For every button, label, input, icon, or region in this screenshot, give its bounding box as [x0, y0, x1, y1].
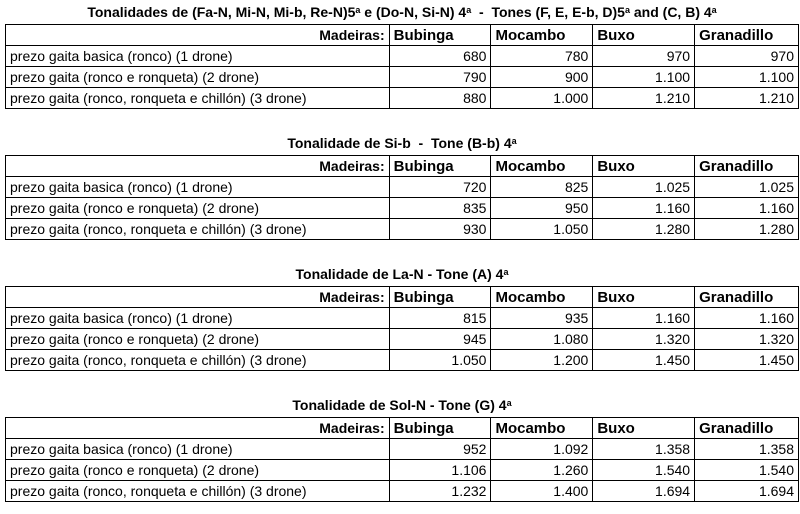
- price-cell: 1.694: [695, 481, 799, 502]
- price-cell: 970: [695, 46, 799, 67]
- wood-column-header: Granadillo: [695, 287, 799, 308]
- title-superscript: a: [506, 398, 512, 408]
- price-cell: 1.080: [491, 329, 593, 350]
- row-label: prezo gaita (ronco e ronqueta) (2 drone): [6, 67, 390, 88]
- table-row: [6, 46, 799, 67]
- wood-column-header: Bubinga: [389, 156, 491, 177]
- price-cell: 835: [389, 198, 491, 219]
- price-cell: 1.280: [593, 219, 695, 240]
- price-cell: 1.540: [593, 460, 695, 481]
- price-cell: 935: [491, 308, 593, 329]
- title-text: Tonalidade de Si-b - Tone (B-b) 4: [287, 135, 512, 151]
- price-cell: 780: [491, 46, 593, 67]
- price-cell: 1.260: [491, 460, 593, 481]
- table-header-row: [6, 25, 799, 46]
- row-label: prezo gaita basica (ronco) (1 drone): [6, 308, 390, 329]
- price-cell: 1.050: [491, 219, 593, 240]
- price-table: [5, 286, 799, 371]
- row-label: prezo gaita (ronco e ronqueta) (2 drone): [6, 329, 390, 350]
- table-title: [5, 266, 799, 283]
- table-title: [5, 397, 799, 414]
- title-text: - Tones (F, E, E-b, D)5: [471, 4, 625, 20]
- title-superscript: a: [511, 136, 517, 146]
- title-superscript: a: [466, 5, 472, 15]
- price-cell: 952: [389, 439, 491, 460]
- title-text: Tonalidade de La-N - Tone (A) 4: [295, 266, 504, 282]
- table-title: [5, 135, 799, 152]
- price-cell: 1.025: [593, 177, 695, 198]
- wood-column-header: Bubinga: [389, 25, 491, 46]
- wood-column-header: Buxo: [593, 418, 695, 439]
- table-header-row: [6, 418, 799, 439]
- table-row: [6, 67, 799, 88]
- title-superscript: a: [355, 5, 361, 15]
- title-superscript: a: [503, 267, 509, 277]
- price-cell: 945: [389, 329, 491, 350]
- price-cell: 790: [389, 67, 491, 88]
- price-cell: 680: [389, 46, 491, 67]
- table-title: [5, 4, 799, 21]
- row-label: prezo gaita (ronco, ronqueta e chillón) (3 drone): [6, 481, 390, 502]
- table-row: [6, 219, 799, 240]
- price-cell: 1.210: [695, 88, 799, 109]
- row-label: prezo gaita basica (ronco) (1 drone): [6, 177, 390, 198]
- price-cell: 815: [389, 308, 491, 329]
- row-label: prezo gaita (ronco, ronqueta e chillón) (3 drone): [6, 350, 390, 371]
- wood-column-header: Buxo: [593, 25, 695, 46]
- wood-column-header: Bubinga: [389, 418, 491, 439]
- table-row: [6, 350, 799, 371]
- price-cell: 1.050: [389, 350, 491, 371]
- price-cell: 1.000: [491, 88, 593, 109]
- price-cell: 900: [491, 67, 593, 88]
- wood-column-header: Mocambo: [491, 156, 593, 177]
- table-row: [6, 481, 799, 502]
- title-text: Tonalidade de Sol-N - Tone (G) 4: [292, 397, 507, 413]
- price-cell: 1.320: [593, 329, 695, 350]
- wood-header-label: Madeiras:: [6, 156, 390, 177]
- price-cell: 1.540: [695, 460, 799, 481]
- price-cell: 1.320: [695, 329, 799, 350]
- price-cell: 825: [491, 177, 593, 198]
- wood-column-header: Mocambo: [491, 287, 593, 308]
- table-row: [6, 198, 799, 219]
- title-superscript: a: [624, 5, 630, 15]
- title-text: Tonalidades de (Fa-N, Mi-N, Mi-b, Re-N)5: [87, 4, 356, 20]
- price-cell: 1.232: [389, 481, 491, 502]
- price-table: [5, 417, 799, 502]
- title-text: e (Do-N, Si-N) 4: [360, 4, 467, 20]
- price-cell: 1.210: [593, 88, 695, 109]
- row-label: prezo gaita (ronco e ronqueta) (2 drone): [6, 198, 390, 219]
- wood-column-header: Granadillo: [695, 418, 799, 439]
- wood-column-header: Mocambo: [491, 418, 593, 439]
- title-text: and (C, B) 4: [629, 4, 712, 20]
- price-cell: 1.358: [695, 439, 799, 460]
- price-cell: 1.100: [593, 67, 695, 88]
- table-row: [6, 308, 799, 329]
- row-label: prezo gaita (ronco e ronqueta) (2 drone): [6, 460, 390, 481]
- price-cell: 1.358: [593, 439, 695, 460]
- wood-header-label: Madeiras:: [6, 25, 390, 46]
- price-cell: 930: [389, 219, 491, 240]
- wood-column-header: Buxo: [593, 287, 695, 308]
- price-cell: 950: [491, 198, 593, 219]
- table-row: [6, 329, 799, 350]
- row-label: prezo gaita basica (ronco) (1 drone): [6, 46, 390, 67]
- price-cell: 970: [593, 46, 695, 67]
- price-cell: 1.100: [695, 67, 799, 88]
- wood-column-header: Granadillo: [695, 25, 799, 46]
- table-header-row: [6, 287, 799, 308]
- row-label: prezo gaita basica (ronco) (1 drone): [6, 439, 390, 460]
- row-label: prezo gaita (ronco, ronqueta e chillón) (3 drone): [6, 219, 390, 240]
- table-row: [6, 460, 799, 481]
- price-cell: 1.106: [389, 460, 491, 481]
- price-cell: 1.450: [695, 350, 799, 371]
- row-label: prezo gaita (ronco, ronqueta e chillón) (3 drone): [6, 88, 390, 109]
- wood-column-header: Mocambo: [491, 25, 593, 46]
- price-cell: 1.160: [695, 198, 799, 219]
- wood-column-header: Granadillo: [695, 156, 799, 177]
- price-cell: 1.160: [695, 308, 799, 329]
- price-cell: 1.160: [593, 198, 695, 219]
- wood-column-header: Bubinga: [389, 287, 491, 308]
- table-header-row: [6, 156, 799, 177]
- price-cell: 1.025: [695, 177, 799, 198]
- price-cell: 1.160: [593, 308, 695, 329]
- wood-header-label: Madeiras:: [6, 287, 390, 308]
- price-cell: 720: [389, 177, 491, 198]
- price-cell: 1.092: [491, 439, 593, 460]
- price-cell: 880: [389, 88, 491, 109]
- price-cell: 1.694: [593, 481, 695, 502]
- price-cell: 1.400: [491, 481, 593, 502]
- wood-column-header: Buxo: [593, 156, 695, 177]
- table-row: [6, 88, 799, 109]
- price-cell: 1.280: [695, 219, 799, 240]
- table-row: [6, 177, 799, 198]
- price-table: [5, 24, 799, 109]
- price-cell: 1.200: [491, 350, 593, 371]
- price-cell: 1.450: [593, 350, 695, 371]
- wood-header-label: Madeiras:: [6, 418, 390, 439]
- table-row: [6, 439, 799, 460]
- title-superscript: a: [711, 5, 717, 15]
- price-table: [5, 155, 799, 240]
